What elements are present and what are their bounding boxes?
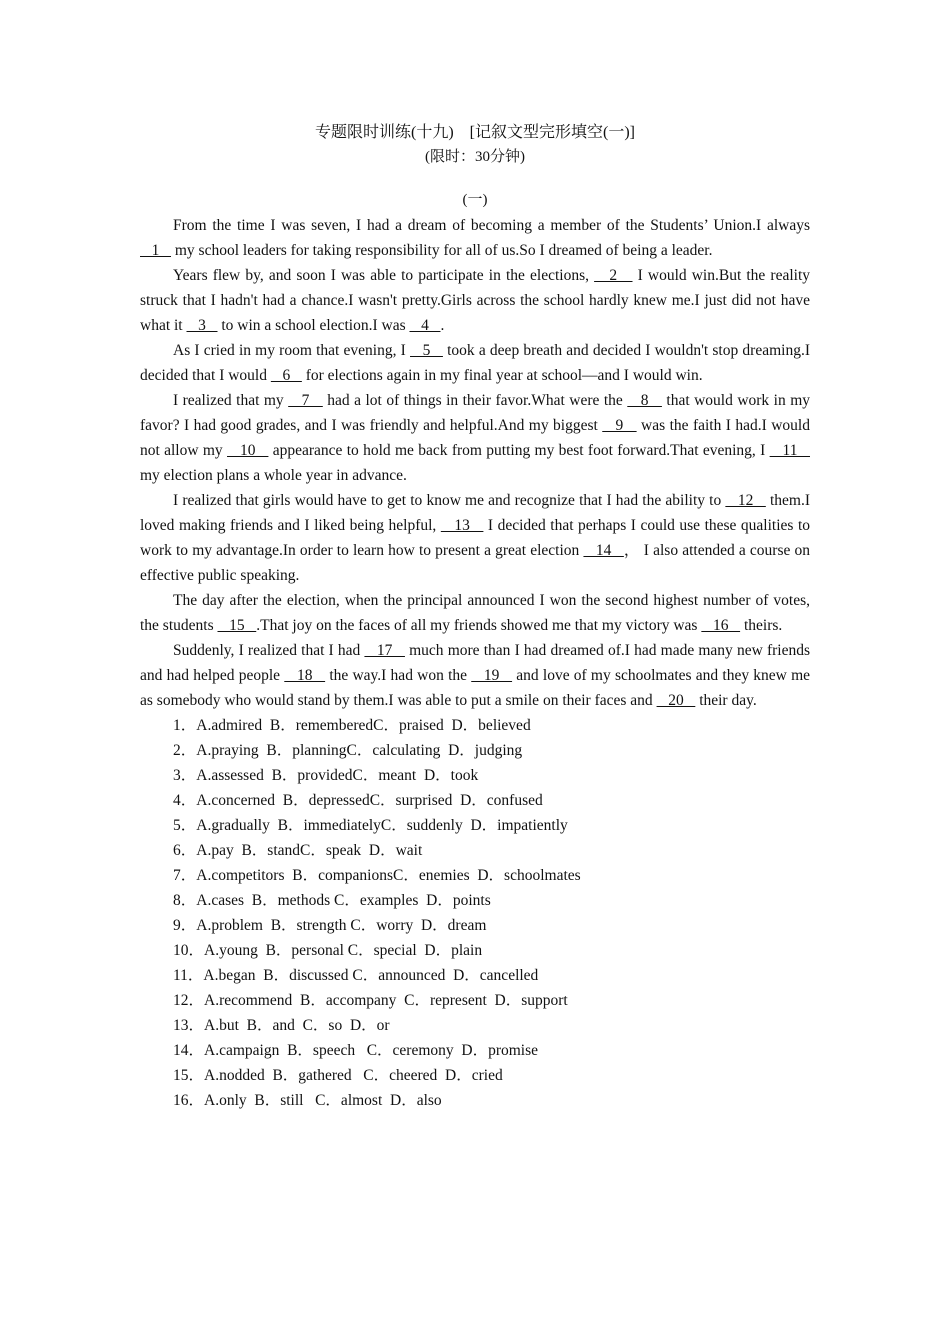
time-limit: (限时：30分钟) <box>425 149 525 165</box>
passage-text: their day. <box>695 692 757 709</box>
blank-4: 4 <box>409 317 441 334</box>
passage-paragraph <box>140 488 810 588</box>
option-line-8: 8．A.cases B．methods C．examples D．points <box>173 892 491 909</box>
option-line-13: 13．A.but B．and C．so D．or <box>173 1017 390 1034</box>
passage-text: appearance to hold me back from putting my best foot forward.That evening, I <box>268 442 770 459</box>
blank-16: 16 <box>701 617 741 634</box>
blank-6: 6 <box>270 367 302 384</box>
blank-12: 12 <box>725 492 766 509</box>
option-line-3: 3．A.assessed B．providedC．meant D．took <box>173 767 479 784</box>
passage-text: As I cried in my room that evening, I <box>173 342 411 359</box>
option-line-4: 4．A.concerned B．depressedC．surprised D．confused <box>173 792 543 809</box>
passage-text: had a lot of things in their favor.What were the <box>322 392 628 409</box>
passage-paragraph <box>140 338 810 388</box>
blank-2: 2 <box>594 267 633 284</box>
passage-text: for elections again in my final year at school—and I would win. <box>301 367 703 384</box>
blank-17: 17 <box>364 642 405 659</box>
option-line-9: 9．A.problem B．strength C．worry D．dream <box>173 917 487 934</box>
passage-paragraph <box>140 638 810 713</box>
blank-1: 1 <box>140 242 171 259</box>
blank-15: 15 <box>217 617 257 634</box>
option-line-7: 7．A.competitors B．companionsC．enemies D．schoolmates <box>173 867 581 884</box>
option-line-14: 14．A.campaign B．speech C．ceremony D．promise <box>173 1042 539 1059</box>
passage <box>140 213 810 713</box>
option-line-5: 5．A.gradually B．immediatelyC．suddenly D．impatiently <box>173 817 568 834</box>
blank-14: 14 <box>583 542 624 559</box>
blank-20: 20 <box>656 692 696 709</box>
passage-text: I realized that girls would have to get to know me and recognize that I had the ability to <box>173 492 726 509</box>
passage-text: Years flew by, and soon I was able to participate in the elections, <box>173 267 595 284</box>
passage-text: I realized that my <box>173 392 289 409</box>
passage-text: The day after the election, when the principal announced I won the second highest number of votes, the students <box>140 592 810 634</box>
passage-text: much more than I had dreamed of.I had made many new friends and had helped people <box>140 642 811 684</box>
passage-text: . <box>440 317 445 334</box>
passage-text: theirs. <box>740 617 783 634</box>
blank-7: 7 <box>288 392 323 409</box>
passage-text: I decided that perhaps I could use these qualities to work to my advantage.In order to learn how to present a great election <box>140 517 811 559</box>
passage-text: I would win.But the reality struck that I hadn't had a chance.I wasn't pretty.Girls across the school hardly knew me.I just did not have what it <box>140 267 811 334</box>
blank-9: 9 <box>602 417 637 434</box>
blank-3: 3 <box>186 317 218 334</box>
passage-text: to win a school election.I was <box>217 317 410 334</box>
blank-10: 10 <box>227 442 269 459</box>
page-title: 专题限时训练(十九) [记叙文型完形填空(一)] <box>315 124 635 141</box>
passage-text: .That joy on the faces of all my friends showed me that my victory was <box>256 617 702 634</box>
passage-text: them.I loved making friends and I liked being helpful, <box>140 492 810 534</box>
passage-text: was the faith I had.I would not allow my <box>140 417 810 459</box>
option-line-10: 10．A.young B．personal C．special D．plain <box>173 942 483 959</box>
option-line-15: 15．A.nodded B．gathered C．cheered D．cried <box>173 1067 503 1084</box>
option-line-6: 6．A.pay B．standC．speak D．wait <box>173 842 423 859</box>
passage-text: my school leaders for taking responsibility for all of us.So I dreamed of being a leader. <box>171 242 713 259</box>
blank-18: 18 <box>284 667 326 684</box>
blank-5: 5 <box>410 342 443 359</box>
passage-text: the way.I had won the <box>325 667 472 684</box>
option-line-1: 1．A.admired B．rememberedC．praised D．believed <box>173 717 531 734</box>
passage-text: took a deep breath and decided I wouldn't stop dreaming.I decided that I would <box>140 342 811 384</box>
option-line-16: 16．A.only B．still C．almost D．also <box>173 1092 442 1109</box>
passage-paragraph <box>140 213 810 263</box>
blank-8: 8 <box>627 392 662 409</box>
options-list <box>140 713 810 1113</box>
passage-text: that would work in my favor? I had good grades, and I was friendly and helpful.And my biggest <box>140 392 811 434</box>
passage-text: Suddenly, I realized that I had <box>173 642 365 659</box>
option-line-2: 2．A.praying B．planningC．calculating D．judging <box>173 742 523 759</box>
passage-paragraph <box>140 388 810 488</box>
passage-text: From the time I was seven, I had a dream of becoming a member of the Students’ Union.I always <box>173 217 810 234</box>
option-line-12: 12．A.recommend B．accompany C．represent D．support <box>173 992 568 1009</box>
option-line-11: 11．A.began B．discussed C．announced D．cancelled <box>173 967 539 984</box>
passage-paragraph <box>140 588 810 638</box>
passage-text: and love of my schoolmates and they knew me as somebody who would stand by them.I was able to put a smile on their faces and <box>140 667 811 709</box>
section-label: (一) <box>462 192 488 208</box>
passage-text: ， I also attended a course on effective public speaking. <box>140 542 811 584</box>
document-page <box>140 120 810 1113</box>
blank-13: 13 <box>440 517 484 534</box>
passage-text: my election plans a whole year in advance. <box>140 467 407 484</box>
blank-19: 19 <box>471 667 513 684</box>
passage-paragraph <box>140 263 810 338</box>
blank-11: 11 <box>769 442 810 459</box>
